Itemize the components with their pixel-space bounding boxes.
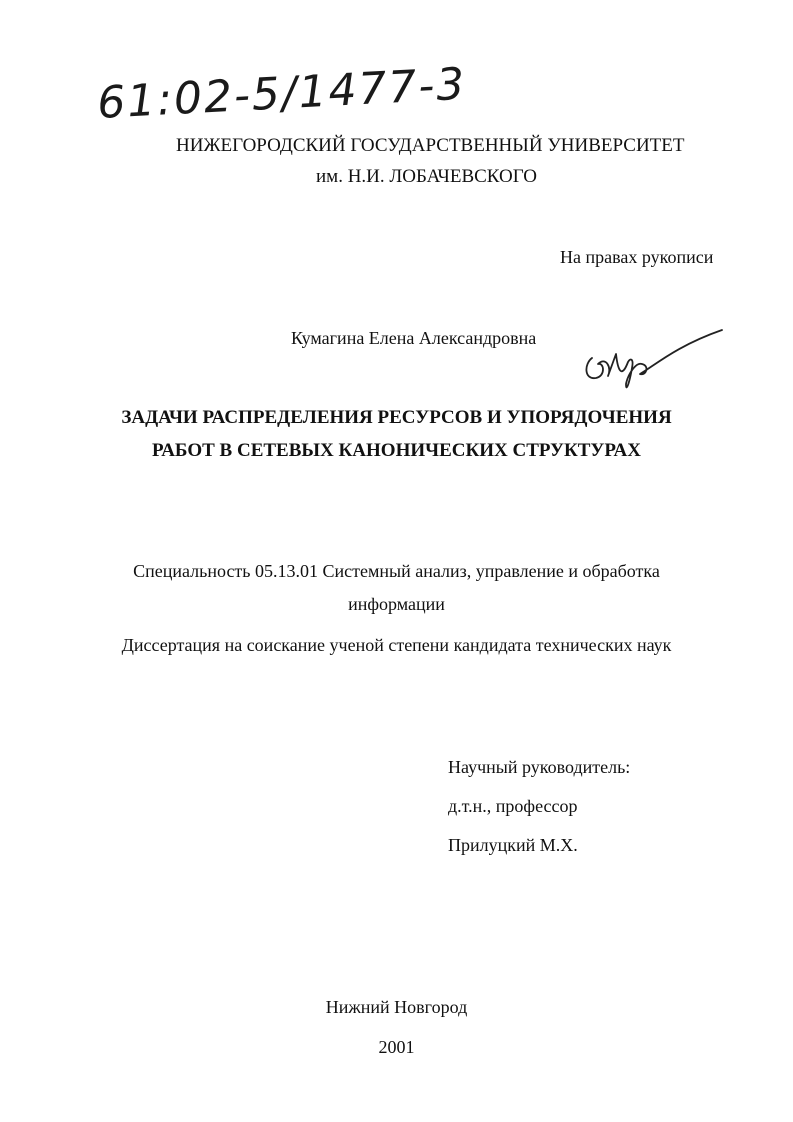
signature — [576, 318, 726, 398]
dissertation-title-line2: РАБОТ В СЕТЕВЫХ КАНОНИЧЕСКИХ СТРУКТУРАХ — [152, 440, 641, 461]
year: 2001 — [378, 1037, 415, 1057]
city: Нижний Новгород — [325, 997, 468, 1017]
institution-name: НИЖЕГОРОДСКИЙ ГОСУДАРСТВЕННЫЙ УНИВЕРСИТЕТ — [176, 135, 685, 156]
supervisor-label: Научный руководитель: — [448, 757, 631, 777]
specialty-line2: информации — [348, 594, 445, 614]
institution-name-line2: им. Н.И. ЛОБАЧЕВСКОГО — [316, 166, 537, 187]
supervisor-degree: д.т.н., профессор — [448, 796, 578, 816]
specialty: Специальность 05.13.01 Системный анализ, управление и обработка — [133, 561, 660, 581]
dissertation-title: ЗАДАЧИ РАСПРЕДЕЛЕНИЯ РЕСУРСОВ И УПОРЯДОЧЕНИЯ — [121, 407, 672, 428]
supervisor-name: Прилуцкий М.Х. — [448, 835, 578, 855]
author-name: Кумагина Елена Александровна — [291, 328, 537, 348]
degree-statement: Диссертация на соискание ученой степени кандидата технических наук — [121, 635, 672, 655]
handwritten-archive-code: 61:02-5/1477-3 — [96, 58, 468, 129]
manuscript-rights-note: На правах рукописи — [560, 247, 714, 267]
